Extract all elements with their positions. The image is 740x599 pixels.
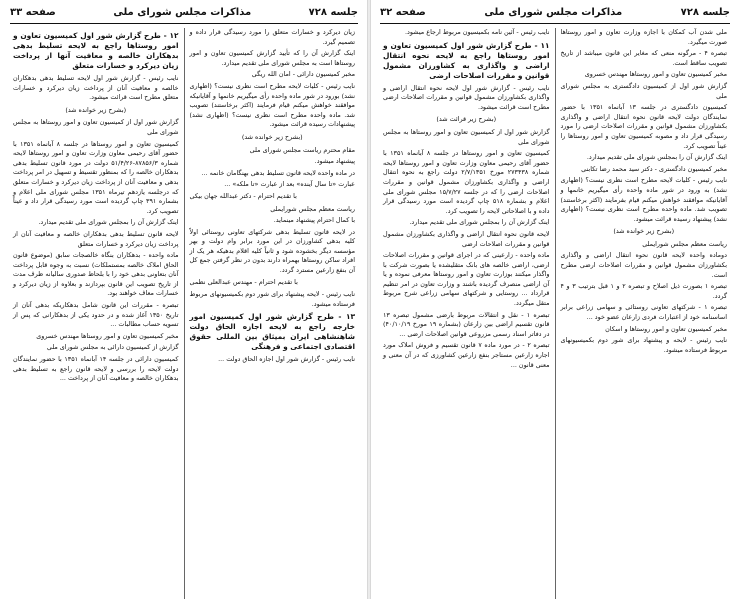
left-running-head: [10, 4, 358, 24]
paragraph: گزارش از کمیسیون دارائی به مجلس شورای ملی: [46, 343, 179, 352]
paragraph: ریاست معظم مجلس شورایملی: [642, 239, 727, 248]
paragraph: گزارش شور اول از کمیسیون دادگستری به مجلس شورای ملی: [560, 81, 727, 100]
paragraph: در لایحه قانون تسلیط بدهی شرکتهای تعاونی روستائی اولاً کلیه بدهی کشاورزان در این مورد برابر وام دولت و بهر مؤسسه دیگر بخشوده شود و ثانیاً کلیه اقلام بدهیکه هر یک از افراد ساکن روستاها بهمراه دارند بدون در نظر گرفتن جمع کل آن بنفع زارعین مسترد گردد.: [189, 227, 355, 275]
reading-note: (بشرح زیر قرائت شد): [436, 115, 497, 124]
paragraph: پیشنهاد میشود.: [314, 157, 355, 166]
paragraph: تبصره ۴ - مرگونه منعی که مغایر این قانون میباشد از تاریخ تصویب ساقط است.: [560, 49, 727, 67]
paragraph: نایب رئیس - کلیات لایحه مطرح است نظری نیست؟ (اظهاری نشد) بورود در شور ماده واحده رأی میگیریم خانمها و آقایانیکه موافقند خواهش میکنم قیام فرمایند (اکثر برخاستند) تصویب شد. ماده واحده مطرح است نظری نیست؟ (اظهاری نشد) پیشنهادات رسیده قرائت میشود.: [189, 81, 355, 129]
reading-note: (بشرح زیر خوانده شد): [613, 227, 675, 236]
paragraph: ریاست معظم مجلس شورایملی: [270, 204, 355, 213]
paragraph: مخبر کمیسیون دادگستری - دکتر سید محمد رضا تکابنی: [581, 164, 727, 173]
paragraph: گزارش شور اول از کمیسیون تعاون و امور روستاها به مجلس شورای ملی: [13, 118, 179, 136]
paragraph: اینک گزارش آن را بمجلس شورای ملی تقدیم میدارد.: [409, 218, 550, 227]
paragraph: تبصره ۲ - در مورد ماده ۷ قانون تقسیم و فروش املاک مورد اجاره زارعین مستاجر بنفع زارعین کشاورزی که در آن معنی و معنی قانون ...: [383, 341, 550, 369]
signature-line: با تقدیم احترام - مهندس عبدالعلی نظمی: [189, 277, 298, 286]
paragraph: اینک گزارش آن را بمجلس شورای ملی تقدیم میدارد.: [586, 153, 727, 162]
right-page: [370, 0, 740, 599]
left-session-label: جلسه ۷۲۸: [308, 7, 358, 18]
paragraph: مخبر کمیسیون تعاون و امور روستاها مهندس خسروی: [36, 331, 179, 340]
paragraph: کمیسیون تعاون و امور روستاها در جلسه ۸ آبانماه ۱۳۵۱ با حضور آقای رحیمی معاون وزارت تعاون و امور روستاها لایحه شماره ۸۷۸۵۶/۳-۵۱/۴/۲۶ دولت در مورد قانون تسلیط بدهی بدهکاران خالصه را که بمنظور تقسیط و تسهیل در امر پرداخت بدهی و معافیت آنان از پرداخت زیان دیرکرد و خسارات متعلق که درجلسه یازدهم تیرماه ۱۳۵۱ مجلس شورای ملی اعلام و بشماره ۳۹۱ چاپ گردیده است مورد رسیدگی قرار داد و عیناً تصویب کرد.: [13, 139, 179, 215]
section-heading: ۱۱ - طرح گزارش شور اول کمیسیون تعاون و امور روستاها راجع به لایحه نحوه انتقال اراضی و واگذاری به کشاورزان مشمول قوانین و مقررات اصلاحات ارضی: [383, 40, 550, 80]
left-columns: [8, 28, 360, 599]
paragraph: اینک گزارش آن را که تأیید گزارش کمیسیون تعاون و امور روستاها است به مجلس شورای ملی تقدیم میدارد.: [189, 49, 355, 67]
paragraph: گزارش شور اول از کمیسیون تعاون و امور روستاها به مجلس شورای ملی: [383, 127, 550, 146]
paragraph: اینک گزارش آن را بمجلس شورای ملی تقدیم میدارد.: [38, 218, 179, 227]
paragraph: تبصره ۱ - شرکتهای تعاونی روستائی و سهامی زراعی برابر اساسنامه خود از اعتبارات فردی زارعان عضو خود ...: [560, 303, 727, 322]
paragraph: ماده واحده - بدهکاران بنگاه خالصجات سابق (موضوع قانون الحاق املاک خالصه بمستملکات) نسبت به وجوه قابل پرداخت آنان بتعاونی بدهی خود را با بلحاظ صدوری سالیانه ظرف مدت از تاریخ تصویب این قانون بپردازند و بعلاوه از زیان دیرکرد و خسارات معاف خواهند بود.: [13, 251, 179, 298]
reading-note: (بشرح زیر خوانده شد): [65, 105, 127, 114]
paragraph: نایب رئیس - گزارش شور اول لایحه نحوه انتقال اراضی و واگذاری بکشاورزان مشمول قوانین و مقررات اصلاحات ارضی مطرح است قرائت میشود.: [383, 83, 550, 111]
paragraph: مخبر کمیسیون تعاون و امور روستاها مهندس خسروی: [584, 70, 727, 79]
paragraph: زیان دیرکرد و خسارات متعلق را مورد رسیدگی قرار داده و تصمیم گیرد.: [189, 28, 355, 46]
signature-line: با تقدیم احترام - دکتر عبدالله جهان بیکی: [189, 191, 297, 200]
section-heading: ۱۳ - طرح گزارش شور اول کمیسیون امور خارجه راجع به لایحه اجازه الحاق دولت شاهنشاهی ایران بمیثاق بین المللی حقوق اقتصادی اجتماعی و فرهنگی: [189, 312, 355, 352]
paragraph: عبارت «تا سال آینده» بعد از عبارت «تا ملکه» ...: [224, 180, 355, 189]
paragraph: نایب رئیس - گزارش شور اول لایحه تسلیط بدهی بدهکاران خالصه و معافیت آنان از پرداخت زیان دیرکرد و خسارات متعلق مطرح است قرائت میشود.: [13, 74, 179, 102]
paragraph: کمیسیون دادگستری در جلسه ۱۳ آبانماه ۱۳۵۱ با حضور نمایندگان دولت لایحه قانون نحوه انتقال اراضی و واگذاری بکشاورزان مشمول قوانین و مقررات اصلاحات ارضی را مورد رسیدگی قرار داد و مصوبه کمیسیون تعاون و امور روستاها را عیناً تصویب کرد.: [560, 103, 727, 150]
paragraph: کمیسیون دارائی در جلسه ۱۴ آبانماه ۱۳۵۱ با حضور نمایندگان دولت لایحه را بررسی و لایحه قانون راجع به تسلیط بدهی بدهکاران خالصه و معافیت آنان از پرداخت ...: [13, 355, 179, 383]
text-column: [8, 28, 185, 599]
paragraph: ملی شدن آب کمکان با اجازه وزارت تعاون و امور روستاها صورت میگیرد.: [560, 28, 727, 46]
paragraph: کمیسیون تعاون و امور روستاها در جلسه ۸ آبانماه ۱۳۵۱ با حضور آقای رحیمی معاون وزارت تعاون و امور روستاها لایحه شماره ۲۷۳۴۳۸ مورخ ۲/۷/۱۳۵۱ دولت راجع به نحوه انتقال اراضی و واگذاری بکشاورزان مشمول قوانین و مقررات اصلاحات ارضی را که در جلسه ۱۵/۷/۲۷ مجلس شورای ملی اعلام و بشماره ۵۱۸ چاپ گردیده است مورد رسیدگی قرار داده و با اصلاحاتی لایحه را تصویب کرد.: [383, 149, 550, 215]
right-columns: [378, 28, 732, 599]
paragraph: نایب رئیس - لایحه و پیشنهاد برای شور دوم بکمیسیونهای مربوط فرستاده میشود.: [560, 336, 727, 354]
paragraph: لایحه قانون تسلیط بدهی بدهکاران خالصه و معافیت آنان از پرداخت زیان دیرکرد و خسارات متعلق: [13, 229, 179, 248]
paragraph: دوماده واحده لایحه قانون نحوه انتقال اراضی و واگذاری بکشاورزان مشمول قوانین و مقررات اصلاحات ارضی مطرح است.: [560, 251, 727, 279]
reading-note: (بشرح زیر خوانده شد): [241, 132, 303, 141]
left-page: [0, 0, 368, 599]
text-column: [185, 28, 361, 599]
text-column: [378, 28, 556, 599]
text-column: [556, 28, 733, 599]
paragraph: تبصره ۱ بصورت ذیل اصلاح و تبصره ۲ و ۱ قبل بترتیب ۳ و ۴ گردد.: [560, 282, 728, 300]
paragraph: ماده واحده - زارعینی که در اجرای قوانین و مقررات اصلاحات ارضی، اراضی خالصه های بانک متقلیشده یا بصورت شرکت با واگذار میکنند بوزارت تعاون و امور روستاها معرفی نموده و یا آن اراضی منصرف گردیده باشند و وزارت تعاون در امر تنظیم قرارداد ... روستایی و شرکتهای سهامی زراعی شرح مربوط متقل میگردد.: [383, 251, 550, 308]
right-running-head: [380, 4, 730, 24]
paragraph: با کمال احترام پیشنهاد مینماید.: [273, 216, 355, 225]
paragraph: نایب رئیس - گزارش شور اول اجازه الحاق دولت ...: [218, 355, 355, 364]
paragraph: نایب رئیس - آئین نامه بکمیسیون مربوط ارجاع میشود.: [405, 28, 550, 36]
paragraph: مخبر کمیسیون دارائی - امان الله ریگی: [251, 70, 355, 79]
paragraph: تبصره - مقررات این قانون شامل بدهکاریکه بدهی آنان از تاریخ ۱۳۵۰ آغاز شده و در حدود یکی از بدهکارانی که پس از تسویه حساب مطالبات ...: [13, 301, 179, 329]
left-header-title: مذاکرات مجلس شورای ملی: [113, 7, 252, 18]
section-heading: ۱۲ - طرح گزارش شور اول کمیسیون تعاون و امور روستاها راجع به لایحه تسلیط بدهی بدهکاران خالصه و معافیت آنها از پرداخت زیان دیرکرد و خسارات متعلق: [13, 31, 179, 70]
paragraph: نایب رئیس - کلیات لایحه مطرح است نظری نیست؟ (اظهاری نشد) به ورود در شور ماده واحده رأی میگیریم خانمها و آقایانیکه موافقند خواهش میکنم قیام بفرمایند (اکثر برخاستند) تصویب شد. ماده واحده مطرح است نظری نیست؟ (اظهاری نشد) پیشنهاد رسیده قرائت میشود.: [560, 176, 727, 223]
right-session-label: جلسه ۷۲۸: [680, 7, 730, 18]
right-page-number: صفحه ۳۲: [380, 7, 426, 18]
paragraph: مخبر کمیسیون تعاون و امور روستاها و اسکان: [605, 324, 727, 333]
paragraph: مقام محترم ریاست مجلس شورای ملی: [249, 145, 355, 154]
paragraph: در ماده واحده لایحه قانون تسلیط بدهی بهنگامان خانمه ...: [201, 168, 355, 177]
paragraph: تبصره ۱ - نقل و انتقالات مربوط بارضی مشمول تبصره ۱۳ قانون تقسیم اراضی بین زارعان (بشماره ۱۹ مورخ ۴۰/۱۰/۱۹) در دفاتر اسناد رسمی مزروعی قوانین اصلاحات ارضی ...: [383, 310, 550, 338]
paragraph: نایب رئیس - لایحه پیشنهاد برای شور دوم بکمیسیونهای مربوط فرستاده میشود.: [189, 290, 355, 308]
left-page-number: صفحه ۳۳: [10, 7, 56, 18]
right-header-title: مذاکرات مجلس شورای ملی: [484, 7, 623, 18]
paragraph: لایحه قانون نحوه انتقال اراضی و واگذاری بکشاورزان مشمول قوانین و مقررات اصلاحات ارضی: [383, 229, 550, 248]
